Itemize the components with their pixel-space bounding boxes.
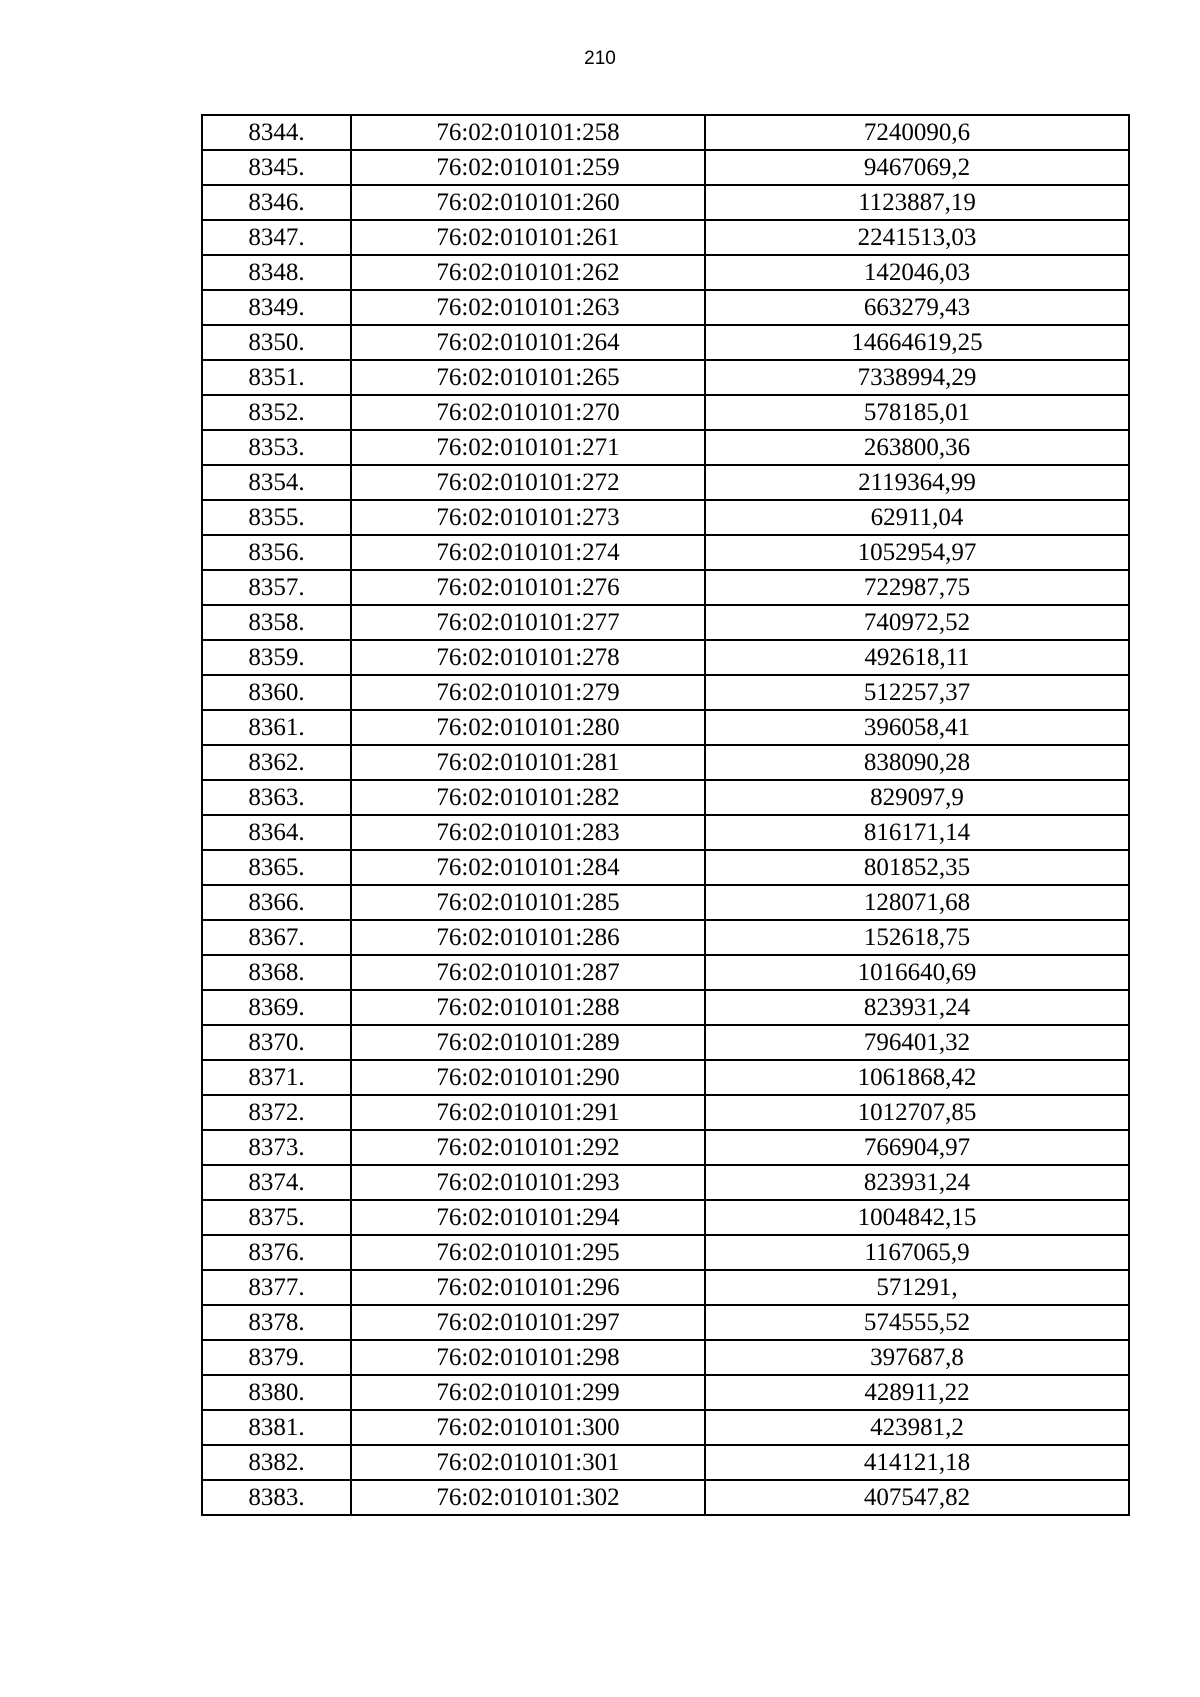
value-cell: 142046,03 [705,255,1129,290]
cadastral-number-cell: 76:02:010101:270 [351,395,705,430]
cadastral-number-cell: 76:02:010101:291 [351,1095,705,1130]
cadastral-number-cell: 76:02:010101:283 [351,815,705,850]
cadastral-number-cell: 76:02:010101:299 [351,1375,705,1410]
value-cell: 512257,37 [705,675,1129,710]
table-row [202,1410,1129,1445]
table-row [202,1060,1129,1095]
table-row [202,360,1129,395]
cadastral-number-cell: 76:02:010101:272 [351,465,705,500]
table-row [202,570,1129,605]
row-number-cell: 8354. [202,465,351,500]
value-cell: 2119364,99 [705,465,1129,500]
row-number-cell: 8368. [202,955,351,990]
table-row [202,220,1129,255]
cadastral-number-cell: 76:02:010101:278 [351,640,705,675]
value-cell: 152618,75 [705,920,1129,955]
value-cell: 407547,82 [705,1480,1129,1515]
cadastral-number-cell: 76:02:010101:262 [351,255,705,290]
table-row [202,290,1129,325]
cadastral-table [201,114,1130,1516]
value-cell: 1167065,9 [705,1235,1129,1270]
table-row [202,1375,1129,1410]
cadastral-number-cell: 76:02:010101:273 [351,500,705,535]
row-number-cell: 8347. [202,220,351,255]
row-number-cell: 8357. [202,570,351,605]
value-cell: 9467069,2 [705,150,1129,185]
row-number-cell: 8369. [202,990,351,1025]
cadastral-number-cell: 76:02:010101:264 [351,325,705,360]
row-number-cell: 8363. [202,780,351,815]
row-number-cell: 8371. [202,1060,351,1095]
table-row [202,710,1129,745]
row-number-cell: 8376. [202,1235,351,1270]
row-number-cell: 8350. [202,325,351,360]
value-cell: 1004842,15 [705,1200,1129,1235]
value-cell: 7240090,6 [705,115,1129,150]
page-number: 210 [584,48,616,69]
cadastral-number-cell: 76:02:010101:271 [351,430,705,465]
value-cell: 414121,18 [705,1445,1129,1480]
value-cell: 62911,04 [705,500,1129,535]
cadastral-number-cell: 76:02:010101:282 [351,780,705,815]
row-number-cell: 8365. [202,850,351,885]
cadastral-number-cell: 76:02:010101:285 [351,885,705,920]
row-number-cell: 8359. [202,640,351,675]
table-row [202,115,1129,150]
table-row [202,535,1129,570]
value-cell: 823931,24 [705,1165,1129,1200]
cadastral-number-cell: 76:02:010101:289 [351,1025,705,1060]
row-number-cell: 8345. [202,150,351,185]
table-row [202,1305,1129,1340]
cadastral-number-cell: 76:02:010101:281 [351,745,705,780]
table-row [202,675,1129,710]
row-number-cell: 8344. [202,115,351,150]
cadastral-number-cell: 76:02:010101:276 [351,570,705,605]
value-cell: 578185,01 [705,395,1129,430]
row-number-cell: 8367. [202,920,351,955]
table-row [202,1480,1129,1515]
cadastral-number-cell: 76:02:010101:293 [351,1165,705,1200]
row-number-cell: 8370. [202,1025,351,1060]
value-cell: 397687,8 [705,1340,1129,1375]
value-cell: 1061868,42 [705,1060,1129,1095]
cadastral-number-cell: 76:02:010101:296 [351,1270,705,1305]
row-number-cell: 8366. [202,885,351,920]
cadastral-number-cell: 76:02:010101:277 [351,605,705,640]
cadastral-number-cell: 76:02:010101:265 [351,360,705,395]
table-row [202,1270,1129,1305]
value-cell: 263800,36 [705,430,1129,465]
row-number-cell: 8352. [202,395,351,430]
cadastral-number-cell: 76:02:010101:300 [351,1410,705,1445]
row-number-cell: 8375. [202,1200,351,1235]
cadastral-number-cell: 76:02:010101:260 [351,185,705,220]
row-number-cell: 8346. [202,185,351,220]
value-cell: 574555,52 [705,1305,1129,1340]
cadastral-number-cell: 76:02:010101:287 [351,955,705,990]
row-number-cell: 8355. [202,500,351,535]
table-row [202,1445,1129,1480]
cadastral-number-cell: 76:02:010101:259 [351,150,705,185]
row-number-cell: 8379. [202,1340,351,1375]
cadastral-number-cell: 76:02:010101:286 [351,920,705,955]
table-row [202,1235,1129,1270]
row-number-cell: 8356. [202,535,351,570]
table-row [202,990,1129,1025]
table-row [202,1095,1129,1130]
row-number-cell: 8361. [202,710,351,745]
table-row [202,465,1129,500]
table-row [202,640,1129,675]
cadastral-number-cell: 76:02:010101:279 [351,675,705,710]
value-cell: 14664619,25 [705,325,1129,360]
row-number-cell: 8364. [202,815,351,850]
table-row [202,850,1129,885]
value-cell: 1012707,85 [705,1095,1129,1130]
table-row [202,885,1129,920]
cadastral-number-cell: 76:02:010101:258 [351,115,705,150]
row-number-cell: 8348. [202,255,351,290]
row-number-cell: 8378. [202,1305,351,1340]
value-cell: 423981,2 [705,1410,1129,1445]
table-row [202,605,1129,640]
table-row [202,955,1129,990]
value-cell: 571291, [705,1270,1129,1305]
row-number-cell: 8362. [202,745,351,780]
value-cell: 7338994,29 [705,360,1129,395]
value-cell: 796401,32 [705,1025,1129,1060]
cadastral-number-cell: 76:02:010101:301 [351,1445,705,1480]
table-row [202,395,1129,430]
value-cell: 128071,68 [705,885,1129,920]
value-cell: 829097,9 [705,780,1129,815]
table-row [202,1165,1129,1200]
cadastral-number-cell: 76:02:010101:290 [351,1060,705,1095]
value-cell: 492618,11 [705,640,1129,675]
row-number-cell: 8372. [202,1095,351,1130]
cadastral-number-cell: 76:02:010101:288 [351,990,705,1025]
value-cell: 396058,41 [705,710,1129,745]
table-row [202,1200,1129,1235]
cadastral-number-cell: 76:02:010101:297 [351,1305,705,1340]
value-cell: 428911,22 [705,1375,1129,1410]
row-number-cell: 8353. [202,430,351,465]
value-cell: 1052954,97 [705,535,1129,570]
cadastral-number-cell: 76:02:010101:302 [351,1480,705,1515]
table-row [202,500,1129,535]
cadastral-number-cell: 76:02:010101:294 [351,1200,705,1235]
table-body [202,115,1129,1515]
row-number-cell: 8381. [202,1410,351,1445]
cadastral-number-cell: 76:02:010101:292 [351,1130,705,1165]
cadastral-number-cell: 76:02:010101:274 [351,535,705,570]
row-number-cell: 8351. [202,360,351,395]
value-cell: 816171,14 [705,815,1129,850]
table-row [202,430,1129,465]
value-cell: 740972,52 [705,605,1129,640]
cadastral-number-cell: 76:02:010101:284 [351,850,705,885]
value-cell: 823931,24 [705,990,1129,1025]
value-cell: 663279,43 [705,290,1129,325]
table-row [202,920,1129,955]
table-row [202,185,1129,220]
cadastral-number-cell: 76:02:010101:295 [351,1235,705,1270]
table-row [202,1130,1129,1165]
row-number-cell: 8349. [202,290,351,325]
table-row [202,1025,1129,1060]
row-number-cell: 8360. [202,675,351,710]
value-cell: 766904,97 [705,1130,1129,1165]
value-cell: 722987,75 [705,570,1129,605]
table-row [202,325,1129,360]
table-row [202,815,1129,850]
value-cell: 838090,28 [705,745,1129,780]
table-row [202,150,1129,185]
table-row [202,1340,1129,1375]
row-number-cell: 8383. [202,1480,351,1515]
cadastral-number-cell: 76:02:010101:298 [351,1340,705,1375]
value-cell: 2241513,03 [705,220,1129,255]
row-number-cell: 8373. [202,1130,351,1165]
value-cell: 1123887,19 [705,185,1129,220]
row-number-cell: 8382. [202,1445,351,1480]
cadastral-number-cell: 76:02:010101:263 [351,290,705,325]
table-row [202,745,1129,780]
cadastral-number-cell: 76:02:010101:261 [351,220,705,255]
row-number-cell: 8374. [202,1165,351,1200]
table-row [202,255,1129,290]
value-cell: 801852,35 [705,850,1129,885]
table-row [202,780,1129,815]
row-number-cell: 8358. [202,605,351,640]
cadastral-number-cell: 76:02:010101:280 [351,710,705,745]
row-number-cell: 8380. [202,1375,351,1410]
value-cell: 1016640,69 [705,955,1129,990]
row-number-cell: 8377. [202,1270,351,1305]
